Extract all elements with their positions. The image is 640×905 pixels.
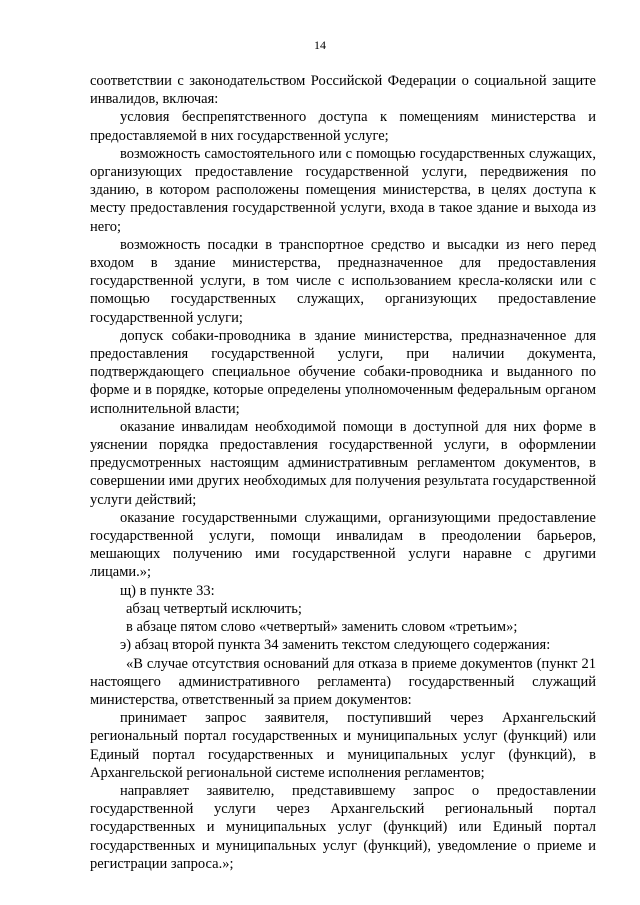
paragraph: оказание государственными служащими, организующими предоставление государственной услуги, помощи инвалидам в преодолении барьеров, мешающих получению ими государственной услуги наравне с другими лицами.»; <box>90 509 596 581</box>
paragraph: принимает запрос заявителя, поступивший через Архангельский региональный портал государственных и муниципальных услуг (функций) или Единый портал государственных и муниципальных услуг (функций), в Архангельской региональной системе исполнения регламентов; <box>90 710 596 781</box>
paragraph: «В случае отсутствия оснований для отказа в приеме документов (пункт 21 настоящего административного регламента) государственный служащий министерства, ответственный за прием документов: <box>90 655 596 708</box>
paragraph: оказание инвалидам необходимой помощи в доступной для них форме в уяснении порядка предоставления государственной услуги, в оформлении предусмотренных настоящим административным регламентом документов, в совершении ими других необходимых для получения результата государственной услуги действий; <box>90 418 596 508</box>
paragraph: э) абзац второй пункта 34 заменить текстом следующего содержания: <box>120 637 551 654</box>
paragraph: возможность посадки в транспортное средство и высадки из него перед входом в здание министерства, предназначенное для предоставления государственной услуги, в том числе с использованием кресла-коляски или с помощью государственных служащих, организующих предоставление государственной услуги; <box>90 236 596 326</box>
document-body <box>90 72 596 873</box>
paragraph: допуск собаки-проводника в здание министерства, предназначенное для предоставления государственной услуги, при наличии документа, подтверждающего специальное обучение собаки-проводника и выданного по форме и в порядке, которые определены уполномоченным федеральным органом исполнительной власти; <box>90 327 596 417</box>
paragraph: возможность самостоятельного или с помощью государственных служащих, организующих предоставление государственной услуги, передвижения по зданию, в котором расположены помещения министерства, в целях доступа к месту предоставления государственной услуги, входа в такое здание и выхода из него; <box>90 145 596 235</box>
paragraph: направляет заявителю, представившему запрос о предоставлении государственной услуги через Архангельский региональный портал государственных и муниципальных услуг (функций) или Единый портал государственных и муниципальных услуг (функций), уведомление о приеме и регистрации запроса.»; <box>90 782 596 872</box>
paragraph: в абзаце пятом слово «четвертый» заменить словом «третьим»; <box>126 619 518 636</box>
paragraph: щ) в пункте 33: <box>120 582 215 599</box>
paragraph: соответствии с законодательством Российской Федерации о социальной защите инвалидов, включая: <box>90 73 596 108</box>
paragraph: условия беспрепятственного доступа к помещениям министерства и предоставляемой в них государственной услуге; <box>90 109 596 144</box>
paragraph: абзац четвертый исключить; <box>126 600 302 617</box>
page-number: 14 <box>314 38 326 52</box>
